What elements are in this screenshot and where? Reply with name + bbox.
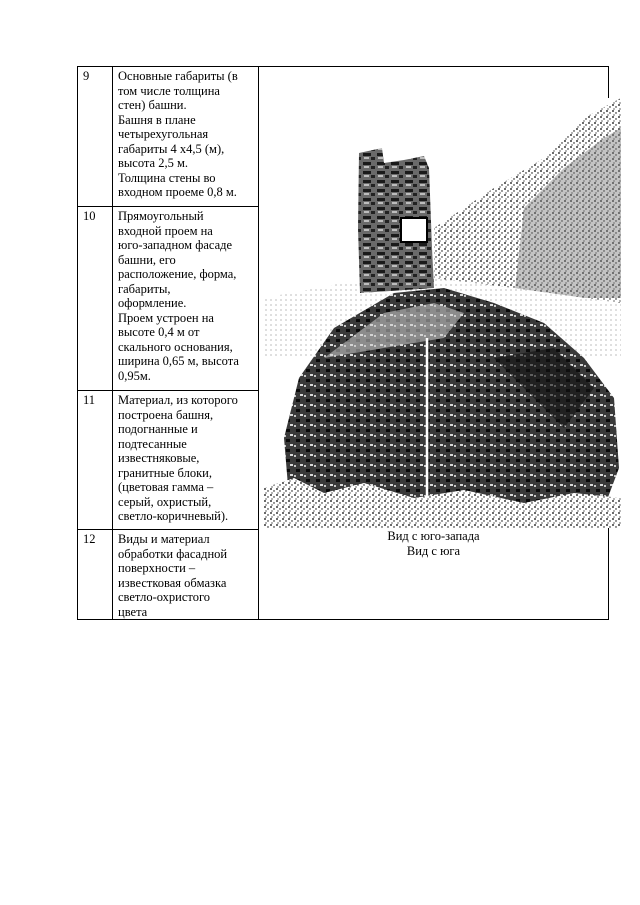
description-line: оформление. [118, 296, 187, 310]
description-line: серый, охристый, [118, 494, 212, 509]
row-number: 12 [78, 530, 113, 620]
row-number: 11 [78, 391, 113, 530]
description-line: четырехугольная [118, 127, 209, 141]
description-line: стен) башни. [118, 98, 187, 112]
description-line: Проем устроен на [118, 310, 214, 325]
row-number: 9 [78, 67, 113, 207]
photo-caption [259, 529, 608, 559]
tower-photo [264, 98, 621, 528]
photo-cell [259, 67, 609, 620]
description-line: гранитные блоки, [118, 465, 212, 480]
description-line: Прямоугольный [118, 209, 204, 223]
description-line: 0,95м. [118, 368, 151, 383]
description-line: входной проем на [118, 223, 213, 238]
caption-line: Вид с юга [406, 544, 461, 558]
description-line: Толщина стены во [118, 170, 216, 185]
description-line: цвета [118, 604, 148, 619]
description-line: построена башня, [118, 407, 214, 422]
description-line: высоте 0,4 м от [118, 325, 200, 339]
attributes-table [77, 66, 609, 620]
description-line: (цветовая гамма – [118, 480, 214, 494]
description-line: Материал, из которого [118, 393, 238, 407]
description-line: высота 2,5 м. [118, 156, 189, 170]
description-line: башни, его [118, 252, 176, 267]
description-line: входном проеме 0,8 м. [118, 185, 237, 199]
description-line: подогнанные и [118, 422, 198, 436]
row-description [113, 207, 259, 391]
description-line: ширина 0,65 м, высота [118, 354, 239, 368]
description-line: светло-охристого [118, 590, 211, 604]
caption-line: Вид с юго-запада [387, 529, 480, 543]
description-line: том числе толщина [118, 83, 220, 98]
row-number: 10 [78, 207, 113, 391]
description-line: расположение, форма, [118, 267, 237, 281]
description-line: скального основания, [118, 339, 233, 354]
description-line: подтесанные [118, 436, 187, 451]
description-line: светло-коричневый). [118, 509, 229, 523]
table-row [78, 67, 609, 207]
description-line: габариты, [118, 281, 171, 296]
row-description [113, 67, 259, 207]
description-line: Башня в плане [118, 112, 196, 127]
description-line: обработки фасадной [118, 546, 228, 561]
description-line: Основные габариты (в [118, 69, 238, 83]
row-description [113, 530, 259, 620]
description-line: габариты 4 х4,5 (м), [118, 141, 225, 156]
row-description [113, 391, 259, 530]
description-line: Виды и материал [118, 532, 210, 546]
description-line: известняковые, [118, 451, 200, 465]
description-line: юго-западном фасаде [118, 238, 233, 252]
description-line: известковая обмазка [118, 575, 227, 590]
description-line: поверхности – [118, 561, 196, 575]
